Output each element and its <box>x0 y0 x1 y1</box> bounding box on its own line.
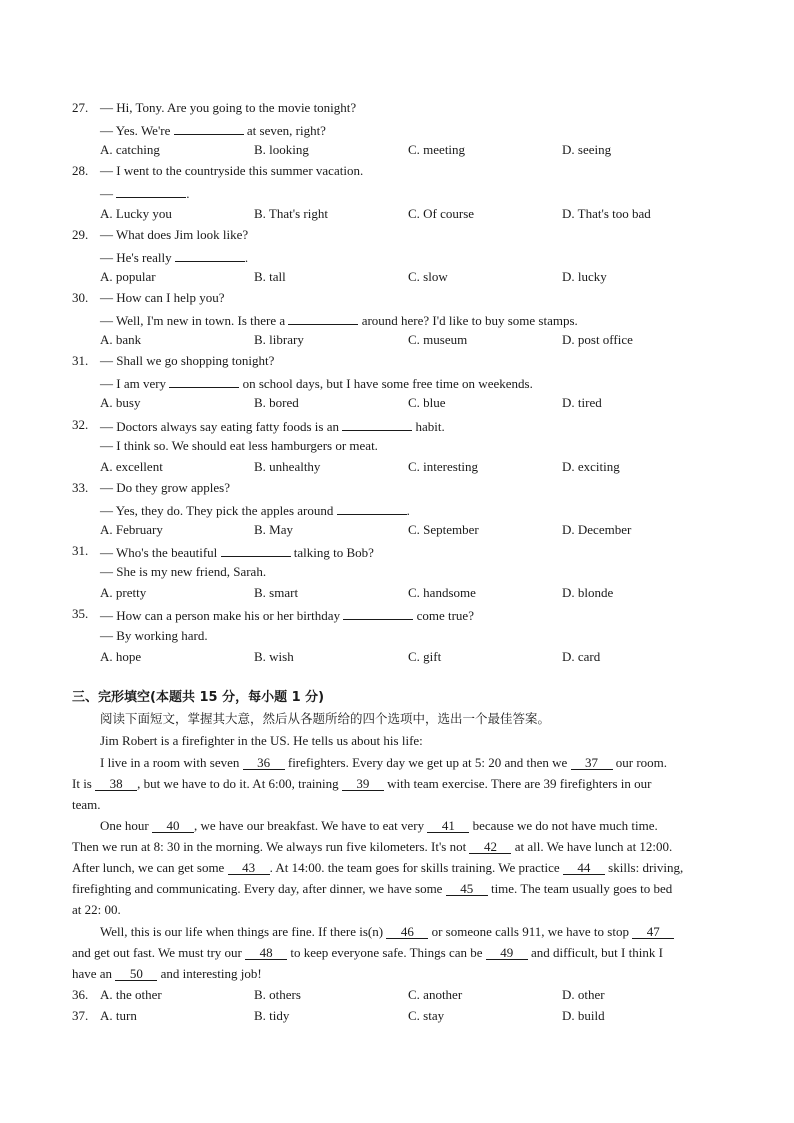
text-segment: team. <box>72 797 101 812</box>
option-a[interactable]: A. catching <box>100 142 160 158</box>
option-d[interactable]: D. post office <box>562 332 633 348</box>
question-line <box>100 628 208 644</box>
question-number: 27. <box>72 100 89 115</box>
answer-blank: 39 <box>342 777 384 791</box>
text-segment: — Yes, they do. They pick the apples around <box>100 502 337 518</box>
passage-line <box>72 773 722 794</box>
passage-line <box>72 857 722 878</box>
text-segment: time. The team usually goes to bed <box>487 881 673 896</box>
option-c[interactable]: C. handsome <box>408 585 476 601</box>
text-segment: to keep everyone safe. Things can be <box>287 945 486 960</box>
question-line <box>100 100 356 116</box>
answer-blank: 50 <box>115 967 157 981</box>
text-segment: — How can a person make his or her birthday <box>100 608 344 624</box>
passage-line <box>72 942 722 963</box>
answer-blank <box>342 417 412 431</box>
question-number: 31. <box>72 353 89 369</box>
option-b[interactable]: B. tidy <box>254 1008 290 1024</box>
option-a[interactable]: A. turn <box>100 1008 137 1024</box>
answer-blank: 48 <box>245 946 287 960</box>
answer-blank: 44 <box>563 861 605 875</box>
option-c[interactable]: C. slow <box>408 268 448 284</box>
text-segment: . <box>406 502 410 518</box>
option-b[interactable]: B. library <box>254 332 304 348</box>
option-b[interactable]: B. wish <box>254 648 294 664</box>
passage-line <box>72 878 722 899</box>
text-segment: — Shall we go shopping tonight? <box>100 353 275 369</box>
question-line <box>100 501 410 519</box>
option-b[interactable]: B. bored <box>254 395 299 411</box>
text-segment: — I am very <box>100 376 170 392</box>
option-a[interactable]: A. bank <box>100 332 142 348</box>
text-segment: — Do they grow apples? <box>100 479 230 495</box>
text-segment: — I went to the countryside this summer vacation. <box>100 163 364 179</box>
passage-paragraph <box>72 752 722 815</box>
section-instruction: 阅读下面短文，掌握其大意，然后从各题所给的四个选项中，选出一个最佳答案。 <box>100 711 551 726</box>
answer-blank <box>169 374 239 388</box>
question-line <box>100 606 474 624</box>
question-number: 35. <box>72 606 89 622</box>
answer-blank: 49 <box>486 946 528 960</box>
text-segment: with team exercise. There are 39 firefighters in our <box>383 776 652 791</box>
option-c[interactable]: C. Of course <box>408 205 475 221</box>
option-d[interactable]: D. tired <box>562 395 602 411</box>
answer-blank: 43 <box>228 861 270 875</box>
question-line <box>100 564 266 580</box>
text-segment: habit. <box>412 418 445 434</box>
text-segment: at 22: 00. <box>72 902 121 917</box>
option-d[interactable]: D. build <box>562 1008 605 1024</box>
option-d[interactable]: D. That's too bad <box>562 205 651 221</box>
text-segment: I live in a room with seven <box>100 755 243 770</box>
text-segment: and interesting job! <box>157 966 262 981</box>
question-number: 36. <box>72 987 89 1002</box>
text-segment: — Who's the beautiful <box>100 545 221 561</box>
question-line <box>100 480 230 496</box>
option-b[interactable]: B. That's right <box>254 205 328 221</box>
option-d[interactable]: D. December <box>562 522 632 537</box>
text-segment: After lunch, we can get some <box>72 860 228 875</box>
question-line <box>100 543 374 561</box>
passage-line <box>72 836 722 857</box>
option-b[interactable]: B. smart <box>254 585 299 601</box>
passage-line <box>72 899 722 920</box>
option-c[interactable]: C. meeting <box>408 142 466 158</box>
option-c[interactable]: C. another <box>408 987 463 1002</box>
answer-blank: 37 <box>571 756 613 770</box>
option-d[interactable]: D. exciting <box>562 458 620 474</box>
question-line <box>100 184 190 202</box>
text-segment: — Hi, Tony. Are you going to the movie tonight? <box>100 100 357 115</box>
option-a[interactable]: A. excellent <box>100 458 163 474</box>
question-number: 37. <box>72 1008 89 1024</box>
option-d[interactable]: D. lucky <box>562 268 607 284</box>
option-a[interactable]: A. popular <box>100 268 156 284</box>
option-a[interactable]: A. pretty <box>100 585 147 601</box>
answer-blank: 45 <box>446 882 488 896</box>
answer-blank <box>221 543 291 557</box>
text-segment: Well, this is our life when things are fine. If there is(n) <box>100 924 387 939</box>
question-line <box>100 353 274 369</box>
question-number: 28. <box>72 163 89 179</box>
option-b[interactable]: B. looking <box>254 142 309 158</box>
question-number: 32. <box>72 416 89 432</box>
question-number: 29. <box>72 226 89 242</box>
answer-blank <box>337 501 407 515</box>
option-b[interactable]: B. May <box>254 522 293 537</box>
option-a[interactable]: A. February <box>100 522 163 537</box>
text-segment: — I think so. We should eat less hamburgers or meat. <box>100 437 378 453</box>
text-segment: — By working hard. <box>100 627 208 643</box>
text-segment: — How can I help you? <box>100 289 225 305</box>
option-d[interactable]: D. seeing <box>562 142 612 158</box>
passage-line <box>72 794 722 815</box>
passage-line <box>72 963 722 984</box>
question-line <box>100 248 248 266</box>
passage-line <box>72 815 722 836</box>
passage-line <box>72 752 722 773</box>
passage-intro: Jim Robert is a firefighter in the US. He tells us about his life: <box>100 733 423 748</box>
text-segment: Then we run at 8: 30 in the morning. We always run five kilometers. It's not <box>72 839 470 854</box>
option-c[interactable]: C. stay <box>408 1008 445 1024</box>
question-line <box>100 374 533 392</box>
option-d[interactable]: D. blonde <box>562 585 614 601</box>
option-b[interactable]: B. others <box>254 987 301 1002</box>
text-segment: come true? <box>413 608 474 624</box>
answer-blank <box>343 606 413 620</box>
answer-blank <box>175 248 245 262</box>
text-segment: One hour <box>100 818 152 833</box>
question-number: 31. <box>72 543 89 559</box>
text-segment: — <box>100 186 117 202</box>
question-number: 33. <box>72 479 89 495</box>
option-c[interactable]: C. museum <box>408 332 468 348</box>
text-segment: It is <box>72 776 96 791</box>
passage-line <box>72 921 722 942</box>
text-segment: and difficult, but I think I <box>527 945 663 960</box>
answer-blank: 42 <box>469 840 511 854</box>
option-a[interactable]: A. busy <box>100 395 141 411</box>
text-segment: , we have our breakfast. We have to eat very <box>194 818 428 833</box>
section-title: 三、完形填空(本题共 15 分，每小题 1 分) <box>72 690 325 705</box>
text-segment: . <box>244 249 249 265</box>
text-segment: — Doctors always say eating fatty foods is an <box>100 418 343 434</box>
text-segment: firefighters. Every day we get up at 5: 20 and then we <box>284 755 571 770</box>
passage-paragraph <box>72 815 722 920</box>
question-line <box>100 227 248 243</box>
text-segment: or someone calls 911, we have to stop <box>428 924 633 939</box>
text-segment: — He's really <box>100 249 175 265</box>
question-number: 30. <box>72 289 89 305</box>
answer-blank <box>116 184 186 198</box>
answer-blank: 38 <box>95 777 137 791</box>
answer-blank: 36 <box>243 756 285 770</box>
option-b[interactable]: B. unhealthy <box>254 458 321 474</box>
text-segment: skills: driving, <box>604 860 684 875</box>
text-segment: at seven, right? <box>243 123 326 139</box>
text-segment: have an <box>72 966 116 981</box>
answer-blank: 46 <box>386 925 428 939</box>
question-line <box>100 311 578 329</box>
question-line <box>100 163 363 179</box>
option-b[interactable]: B. tall <box>254 268 286 284</box>
option-a[interactable]: A. Lucky you <box>100 205 172 221</box>
question-line <box>100 438 378 454</box>
text-segment: . <box>186 186 190 202</box>
option-c[interactable]: C. interesting <box>408 458 479 474</box>
text-segment: — What does Jim look like? <box>100 226 249 242</box>
option-a[interactable]: A. hope <box>100 648 142 664</box>
option-d[interactable]: D. other <box>562 987 605 1002</box>
answer-blank: 40 <box>152 819 194 833</box>
passage-paragraph <box>72 921 722 984</box>
text-segment: around here? I'd like to buy some stamps. <box>358 313 578 328</box>
answer-blank <box>288 311 358 325</box>
text-segment: — Yes. We're <box>100 123 174 139</box>
text-segment: firefighting and communicating. Every day, after dinner, we have some <box>72 881 446 896</box>
question-line <box>100 290 225 306</box>
text-segment: at all. We have lunch at 12:00. <box>511 839 673 854</box>
text-segment: on school days, but I have some free time on weekends. <box>239 376 533 392</box>
text-segment: our room. <box>612 755 668 770</box>
option-c[interactable]: C. gift <box>408 648 442 664</box>
option-d[interactable]: D. card <box>562 648 601 664</box>
text-segment: — Well, I'm new in town. Is there a <box>100 313 289 328</box>
text-segment: , but we have to do it. At 6:00, training <box>137 776 342 791</box>
text-segment: — She is my new friend, Sarah. <box>100 564 267 580</box>
text-segment: and get out fast. We must try our <box>72 945 246 960</box>
answer-blank: 41 <box>427 819 469 833</box>
text-segment: talking to Bob? <box>290 545 374 561</box>
text-segment: . At 14:00. the team goes for skills training. We practice <box>269 860 563 875</box>
option-c[interactable]: C. blue <box>408 395 446 411</box>
option-a[interactable]: A. the other <box>100 987 162 1002</box>
text-segment: because we do not have much time. <box>469 818 658 833</box>
question-line <box>100 417 445 435</box>
option-c[interactable]: C. September <box>408 522 479 537</box>
question-line <box>100 121 326 139</box>
answer-blank <box>174 121 244 135</box>
answer-blank: 47 <box>632 925 674 939</box>
